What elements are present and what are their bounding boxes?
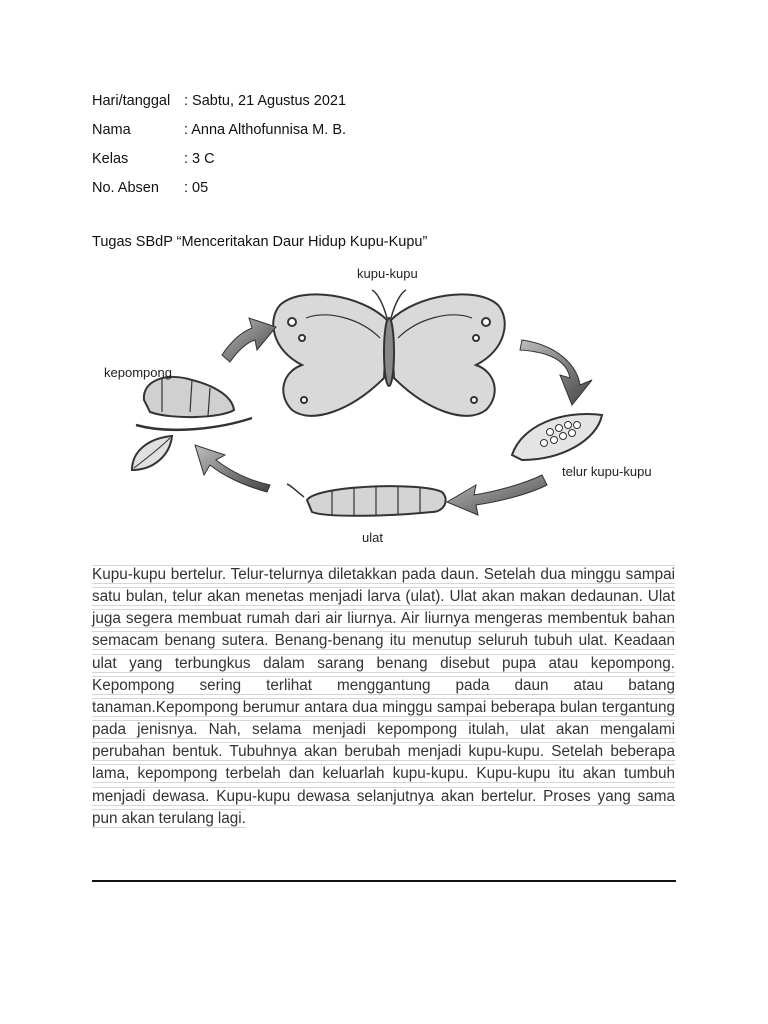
arrow-to-eggs [520,340,592,405]
life-cycle-svg [92,260,682,560]
date-row [92,86,346,115]
paragraph-text: Kupu-kupu bertelur. Telur-telurnya diletakkan pada daun. Setelah dua minggu sampai satu bulan, telur akan menetas menjadi larva (ulat). Ulat akan makan dedaunan. Ulat juga segera membuat rumah dari air liurnya. Air liurnya mengeras membentuk bahan semacam benang sutera. Benang-benang itu menutup seluruh tubuh ulat. Keadaan ulat yang terbungkus dalam sarang benang disebut pupa atau kepompong. Kepompong sering terlihat menggantung pada daun atau batang tanaman.Kepompong berumur antara dua minggu sampai beberapa bulan tergantung pada jenisnya. Nah, selama menjadi kepompong itulah, ulat akan mengalami perubahan bentuk. Tubuhnya akan berubah menjadi kupu-kupu. Setelah beberapa lama, kepompong terbelah dan keluarlah kupu-kupu. Kupu-kupu itu akan tumbuh menjadi dewasa. Kupu-kupu dewasa selanjutnya akan bertelur. Proses yang sama pun akan terulang lagi. [92,566,675,827]
life-cycle-diagram [92,260,682,560]
absen-row [92,173,346,202]
arrow-to-caterpillar [447,475,547,515]
label-caterpillar: ulat [362,530,383,545]
class-row [92,144,346,173]
pupa-illustration [132,377,252,470]
label-pupa: kepompong [104,365,172,380]
label-butterfly: kupu-kupu [357,266,418,281]
butterfly-illustration [273,290,504,416]
bottom-divider [92,880,676,882]
name-label: Nama [92,121,131,138]
caterpillar-illustration [287,484,446,516]
name-row [92,115,346,144]
name-value: : Anna Althofunnisa M. B. [184,121,347,138]
date-value: : Sabtu, 21 Agustus 2021 [184,92,347,109]
life-cycle-paragraph [92,564,675,830]
arrow-to-pupa [195,445,270,492]
absen-label: No. Absen [92,179,159,196]
egg-leaf-illustration [512,414,602,460]
student-info [92,86,346,202]
class-value: : 3 C [184,150,215,167]
label-eggs: telur kupu-kupu [562,464,652,479]
assignment-title: Tugas SBdP “Menceritakan Daur Hidup Kupu-Kupu” [92,234,428,250]
date-label: Hari/tanggal [92,92,171,109]
arrow-to-butterfly [222,318,276,362]
class-label: Kelas [92,150,129,167]
absen-value: : 05 [184,179,209,196]
